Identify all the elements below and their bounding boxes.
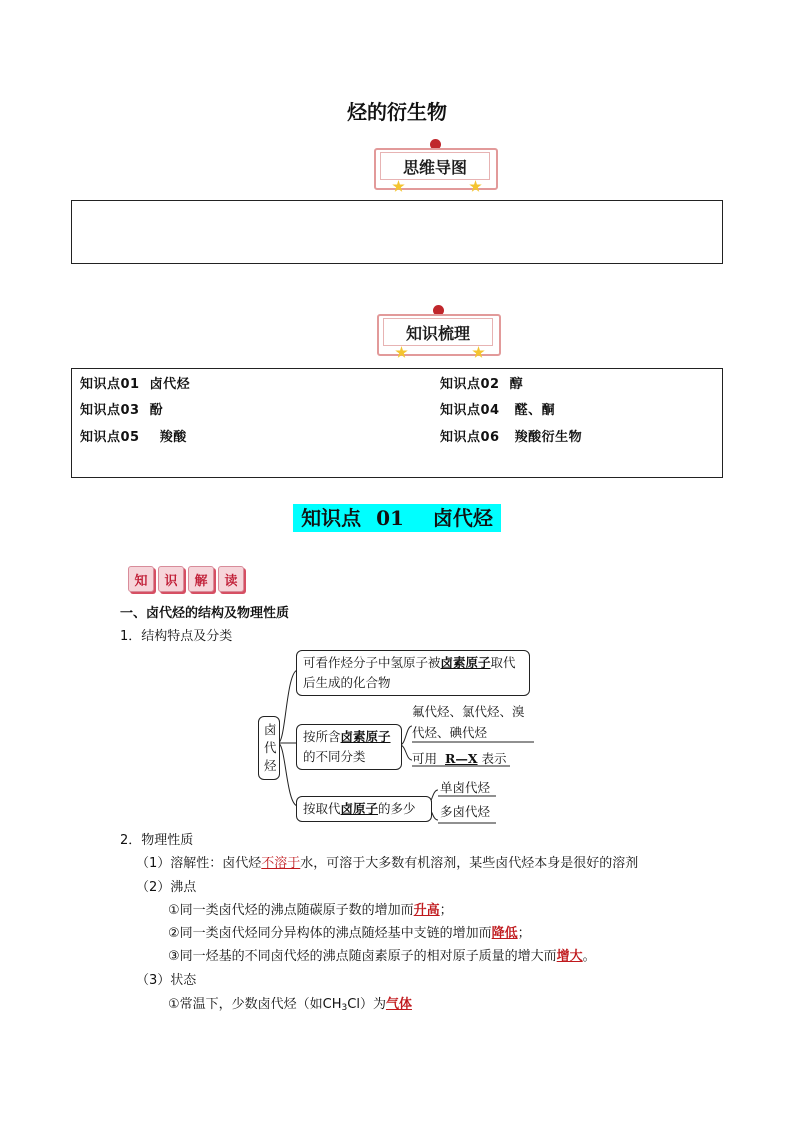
subheading-1: 1．结构特点及分类 — [120, 629, 233, 644]
subheading-2: 2．物理性质 — [120, 833, 194, 848]
knowledge-point-link[interactable]: 知识点06 羧酸衍生物 — [440, 430, 583, 445]
knowledge-point-link[interactable]: 知识点04 醛、酮 — [440, 403, 556, 418]
leaf-formula: 可用 R—X 表示 — [412, 751, 507, 766]
state-rule-1: ①常温下，少数卤代烃（如$CH_3Cl$）为气体 — [168, 997, 412, 1013]
root-node: 卤代烃 — [258, 716, 280, 780]
knowledge-interpretation-tiles — [128, 566, 244, 592]
leaf-halides-1: 氟代烃、氯代烃、溴 — [412, 704, 525, 719]
leaf-halides-2: 代烃、碘代烃 — [412, 725, 488, 740]
knowledge-point-link[interactable]: 知识点03 酚 — [80, 403, 164, 418]
boiling-point-rule-1: ①同一类卤代烃的沸点随碳原子数的增加而升高； — [168, 903, 453, 918]
mindmap-box — [71, 200, 723, 264]
tile: 解 — [188, 566, 214, 592]
mindmap-badge — [374, 146, 498, 192]
tile: 读 — [218, 566, 244, 592]
boiling-point-rule-3: ③同一烃基的不同卤代烃的沸点随卤素原子的相对原子质量的增大而增大。 — [168, 949, 596, 964]
halogen-classification-node: 按所含卤素原子 的不同分类 — [296, 724, 402, 770]
heading-1: 一、卤代烃的结构及物理性质 — [120, 606, 290, 621]
structure-node: 可看作烃分子中氢原子被卤素原子取代 后生成的化合物 — [296, 650, 530, 696]
boiling-point-rule-2: ②同一类卤代烃同分异构体的沸点随烃基中支链的增加而降低； — [168, 926, 531, 941]
tile: 知 — [128, 566, 154, 592]
state-heading: （3）状态 — [136, 973, 197, 988]
tile: 识 — [158, 566, 184, 592]
knowledge-point-link[interactable]: 知识点02 醇 — [440, 377, 524, 392]
knowledge-point-link[interactable]: 知识点01 卤代烃 — [80, 377, 191, 392]
knowledge-badge-label: 知识梳理 — [383, 318, 493, 346]
solubility-line: （1）溶解性：卤代烃不溶于水，可溶于大多数有机溶剂，某些卤代烃本身是很好的溶剂 — [136, 856, 639, 871]
leaf-poly-halide: 多卤代烃 — [440, 804, 491, 819]
mindmap-badge-label: 思维导图 — [380, 152, 490, 180]
section-heading: 知识点 01 卤代烃 — [0, 502, 794, 531]
page-title: 烃的衍生物 — [347, 100, 447, 124]
knowledge-point-link[interactable]: 知识点05 羧酸 — [80, 430, 187, 445]
boiling-point-heading: （2）沸点 — [136, 880, 197, 895]
knowledge-badge — [377, 312, 501, 358]
knowledge-points-box — [71, 368, 723, 478]
leaf-mono-halide: 单卤代烃 — [440, 780, 491, 795]
halogen-count-node: 按取代卤原子的多少 — [296, 796, 432, 822]
